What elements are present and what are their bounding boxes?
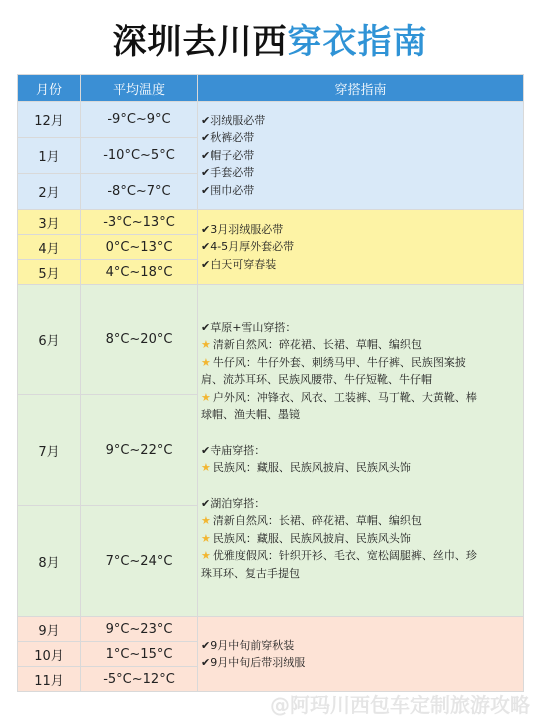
table-row bbox=[18, 210, 524, 235]
temp-cell: 0°C~13°C bbox=[81, 235, 198, 260]
table-row bbox=[18, 102, 524, 138]
watermark: @阿玛川西包车定制旅游攻略 bbox=[270, 693, 530, 717]
temp-cell: -9°C~9°C bbox=[81, 102, 198, 138]
star-icon: ★ bbox=[201, 514, 211, 528]
guide-cell-summer bbox=[198, 285, 524, 617]
clothing-guide-table bbox=[17, 74, 524, 692]
star-icon: ★ bbox=[201, 549, 211, 563]
guide-line: 球帽、渔夫帽、墨镜 bbox=[201, 408, 300, 422]
guide-line: ✔秋裤必带 bbox=[201, 131, 255, 145]
header-month: 月份 bbox=[18, 75, 81, 102]
guide-line: ★ 清新自然风：长裙、碎花裙、草帽、编织包 bbox=[201, 514, 422, 528]
guide-line: ✔9月中旬前穿秋装 bbox=[201, 638, 295, 652]
guide-cell-autumn bbox=[198, 617, 524, 692]
star-icon: ★ bbox=[201, 355, 211, 369]
guide-line: ★ 民族风：藏服、民族风披肩、民族风头饰 bbox=[201, 531, 411, 545]
temp-cell: 9°C~23°C bbox=[81, 617, 198, 642]
table-row bbox=[18, 285, 524, 395]
month-cell: 11月 bbox=[18, 667, 81, 692]
section-title-lake: ✔湖泊穿搭： bbox=[201, 496, 266, 510]
header-temp: 平均温度 bbox=[81, 75, 198, 102]
guide-line: ✔3月羽绒服必带 bbox=[201, 222, 284, 236]
month-cell: 5月 bbox=[18, 260, 81, 285]
star-icon: ★ bbox=[201, 461, 211, 475]
month-cell: 3月 bbox=[18, 210, 81, 235]
header-row bbox=[18, 75, 524, 102]
temp-cell: 8°C~20°C bbox=[81, 285, 198, 395]
temp-cell: 7°C~24°C bbox=[81, 506, 198, 617]
title-part1: 深圳去川西 bbox=[112, 22, 288, 62]
guide-line: ✔4-5月厚外套必带 bbox=[201, 240, 295, 254]
guide-line: 珠耳环、复古手提包 bbox=[201, 566, 300, 580]
guide-line: 肩、流苏耳环、民族风腰带、牛仔短靴、牛仔帽 bbox=[201, 373, 432, 387]
guide-line: ✔围巾必带 bbox=[201, 183, 255, 197]
temp-cell: 1°C~15°C bbox=[81, 642, 198, 667]
guide-line: ★ 户外风：冲锋衣、风衣、工装裤、马丁靴、大黄靴、棒 bbox=[201, 390, 477, 404]
month-cell: 1月 bbox=[18, 138, 81, 174]
star-icon: ★ bbox=[201, 338, 211, 352]
month-cell: 10月 bbox=[18, 642, 81, 667]
month-cell: 8月 bbox=[18, 506, 81, 617]
guide-line: ★ 优雅度假风：针织开衫、毛衣、宽松阔腿裤、丝巾、珍 bbox=[201, 549, 477, 563]
guide-line: ★ 清新自然风：碎花裙、长裙、草帽、编织包 bbox=[201, 338, 422, 352]
guide-cell-winter bbox=[198, 102, 524, 210]
header-guide: 穿搭指南 bbox=[198, 75, 524, 102]
month-cell: 12月 bbox=[18, 102, 81, 138]
guide-line: ✔白天可穿春装 bbox=[201, 257, 277, 271]
page-title bbox=[0, 14, 540, 63]
month-cell: 7月 bbox=[18, 395, 81, 506]
temp-cell: 9°C~22°C bbox=[81, 395, 198, 506]
guide-cell-spring bbox=[198, 210, 524, 285]
star-icon: ★ bbox=[201, 531, 211, 545]
title-part2: 穿衣指南 bbox=[287, 22, 428, 62]
temp-cell: -3°C~13°C bbox=[81, 210, 198, 235]
month-cell: 6月 bbox=[18, 285, 81, 395]
guide-line: ✔帽子必带 bbox=[201, 148, 255, 162]
guide-line: ✔羽绒服必带 bbox=[201, 113, 266, 127]
month-cell: 4月 bbox=[18, 235, 81, 260]
temp-cell: -8°C~7°C bbox=[81, 174, 198, 210]
temp-cell: 4°C~18°C bbox=[81, 260, 198, 285]
star-icon: ★ bbox=[201, 390, 211, 404]
section-title-grassland: ✔草原+雪山穿搭： bbox=[201, 320, 297, 334]
guide-line: ✔手套必带 bbox=[201, 166, 255, 180]
table-row bbox=[18, 617, 524, 642]
month-cell: 2月 bbox=[18, 174, 81, 210]
temp-cell: -10°C~5°C bbox=[81, 138, 198, 174]
section-title-temple: ✔寺庙穿搭： bbox=[201, 443, 266, 457]
temp-cell: -5°C~12°C bbox=[81, 667, 198, 692]
month-cell: 9月 bbox=[18, 617, 81, 642]
guide-line: ★ 民族风：藏服、民族风披肩、民族风头饰 bbox=[201, 461, 411, 475]
guide-line: ★ 牛仔风：牛仔外套、刺绣马甲、牛仔裤、民族图案披 bbox=[201, 355, 466, 369]
guide-line: ✔9月中旬后带羽绒服 bbox=[201, 656, 306, 669]
